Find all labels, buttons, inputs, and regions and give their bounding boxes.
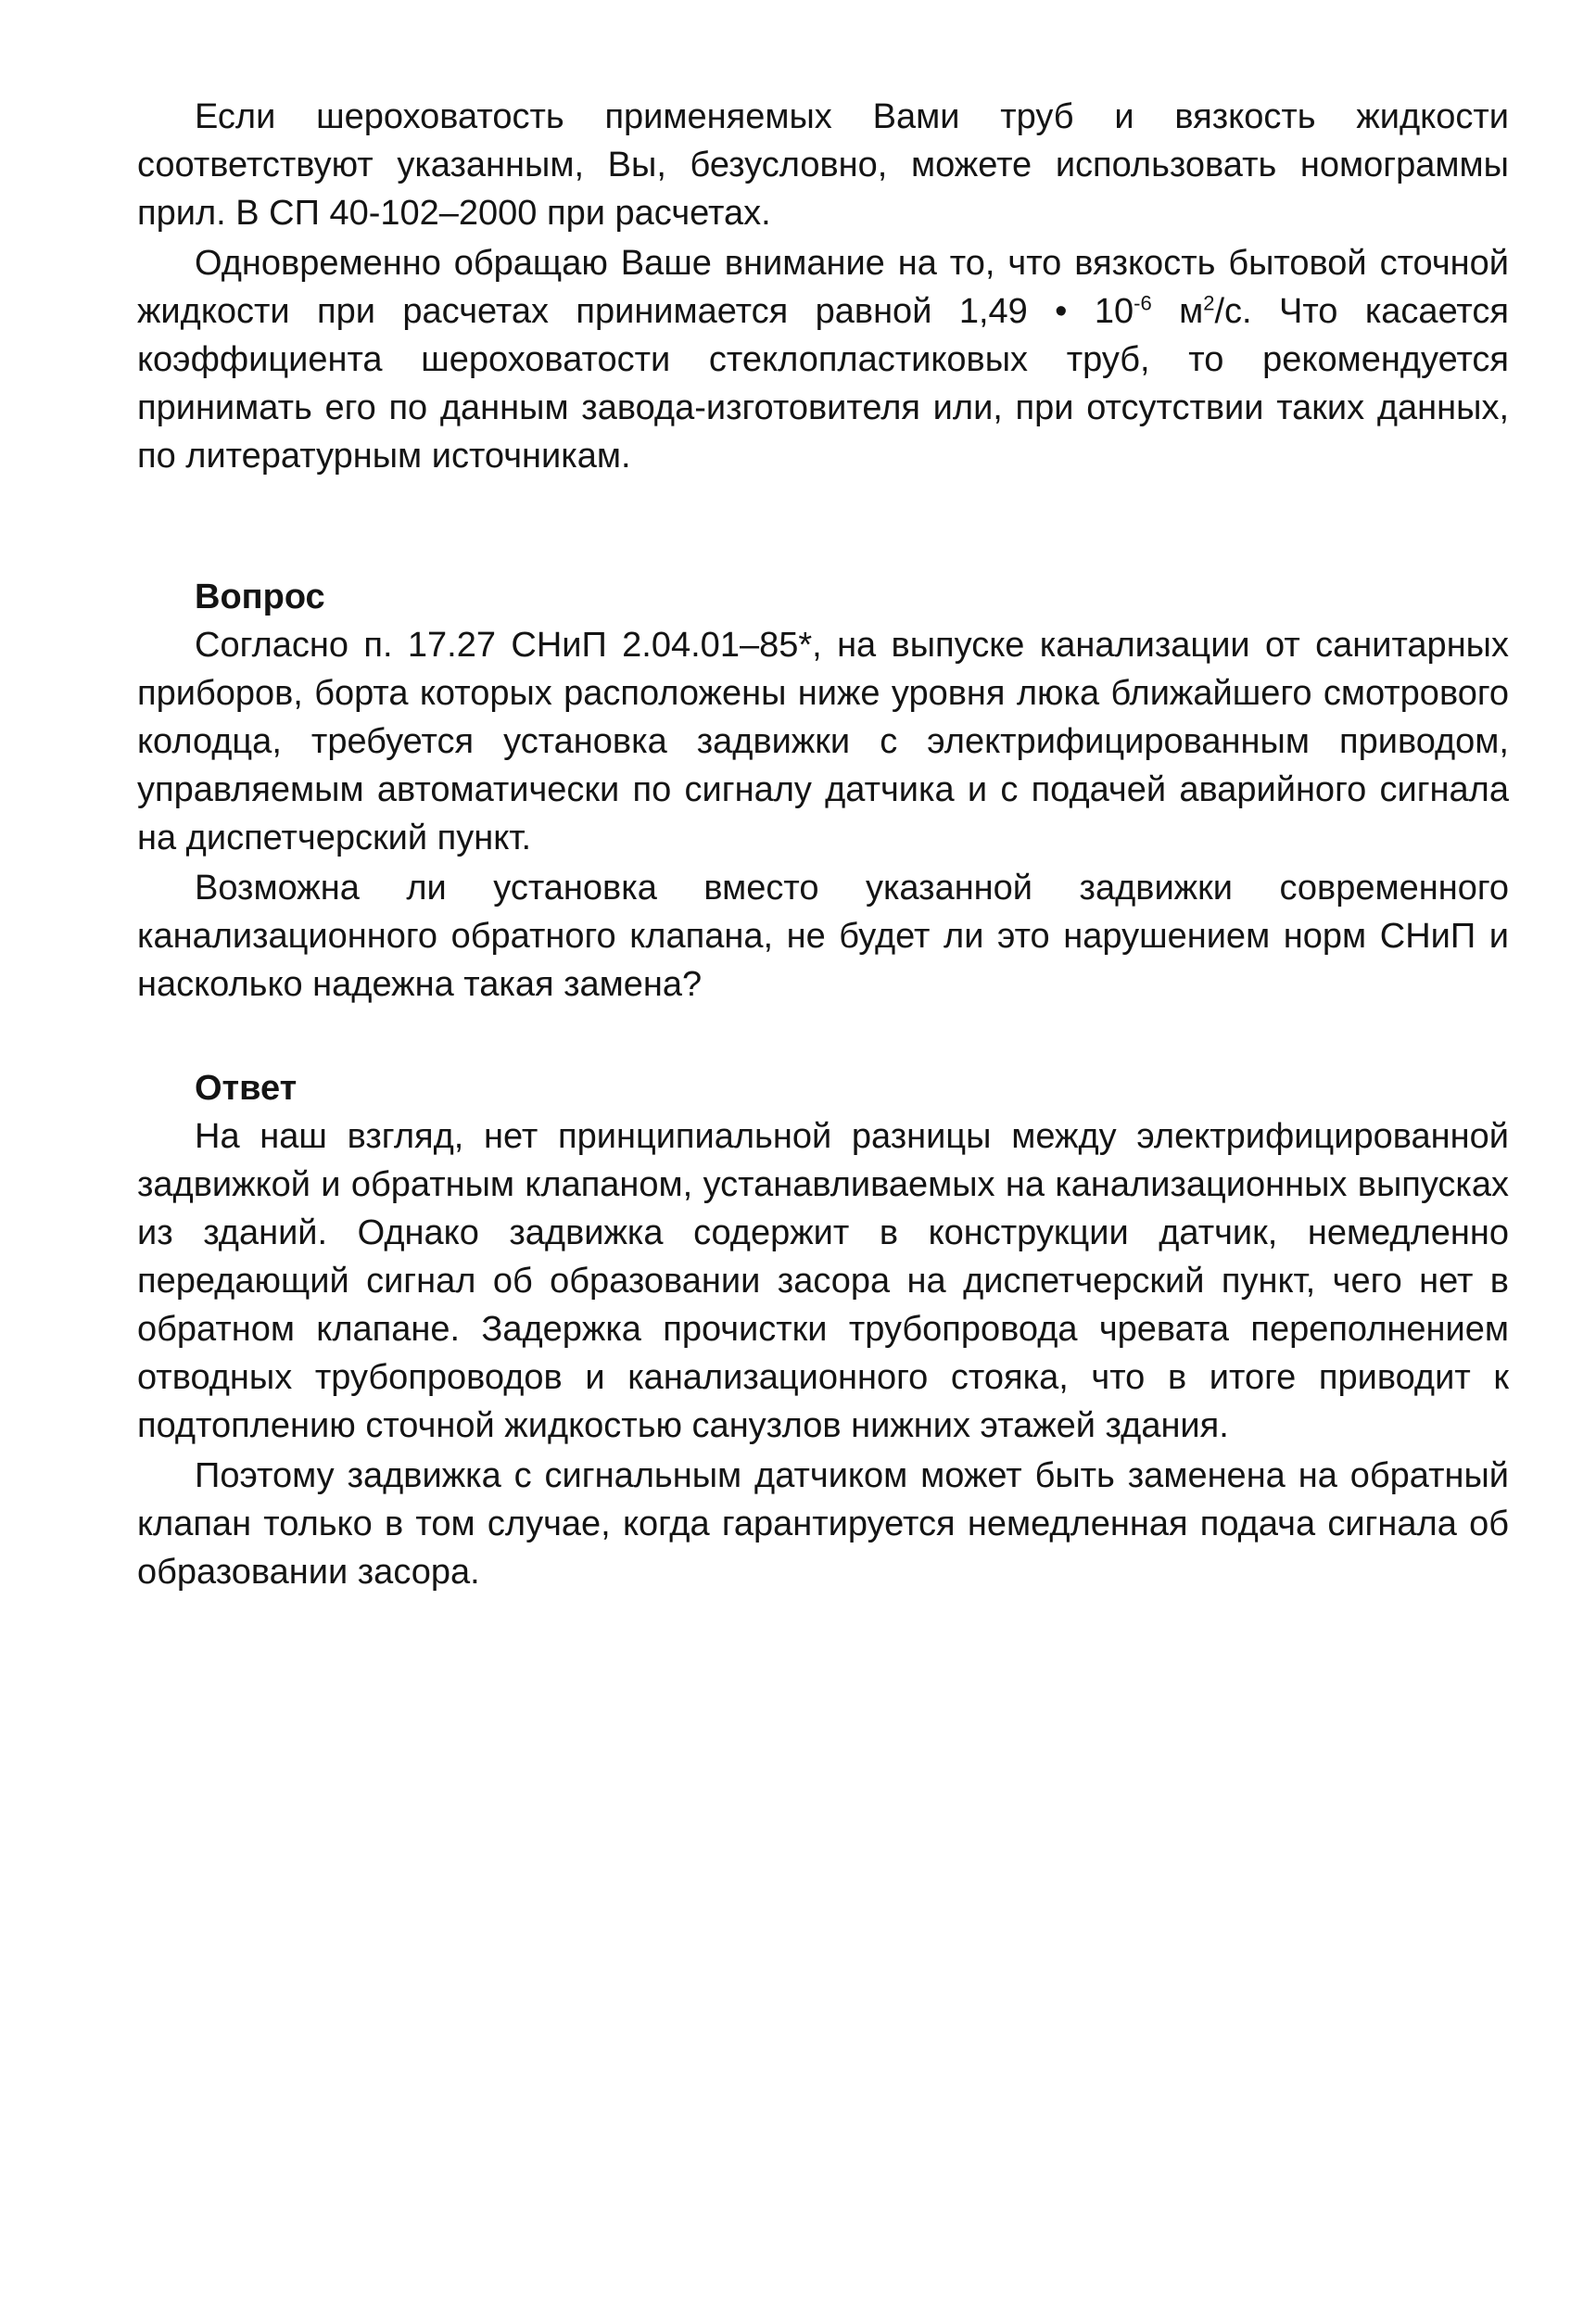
intro-section — [137, 93, 1509, 480]
answer-paragraph: На наш взгляд, нет принципиальной разницы между электрифицированной задвижкой и обратным клапаном, устанавливаемых на канализационных выпусках из зданий. Однако задвижка содержит в конструкции датчик, немедленно передающий сигнал об образовании засора на диспетчерский пункт, чего нет в обратном клапане. Задержка прочистки трубопровода чревата переполнением отводных трубопроводов и канализационного стояка, что в итоге приводит к подтоплению сточной жидкостью санузлов нижних этажей здания. — [137, 1117, 1509, 1445]
answer-heading: Ответ — [195, 1069, 298, 1108]
intro-paragraph-viscosity — [137, 239, 1509, 480]
question-section — [137, 573, 1509, 1009]
question-heading: Вопрос — [195, 578, 325, 616]
viscosity-exponent: -6 — [1134, 291, 1152, 315]
intro-paragraph: Если шероховатость применяемых Вами труб и вязкость жидкости соответствуют указанным, Вы, безусловно, можете использовать номограммы прил. В СП 40-102–2000 при расчетах. — [137, 97, 1509, 233]
viscosity-text: Одновременно обращаю Ваше внимание на то, что вязкость бытовой сточной жидкости при расчетах принимается равной 1,49 • 10 — [137, 244, 1509, 331]
question-paragraph: Согласно п. 17.27 СНиП 2.04.01–85*, на выпуске канализации от санитарных приборов, борта которых расположены ниже уровня люка ближайшего смотрового колодца, требуется установка задвижки с электрифицированным приводом, управляемым автоматически по сигналу датчика и с подачей аварийного сигнала на диспетчерский пункт. — [137, 626, 1509, 857]
viscosity-unit: м — [1151, 292, 1204, 331]
document-page — [137, 93, 1509, 1596]
unit-tail: /с. — [1214, 292, 1279, 331]
answer-section — [137, 1064, 1509, 1596]
answer-paragraph: Поэтому задвижка с сигнальным датчиком может быть заменена на обратный клапан только в том случае, когда гарантируется немедленная подача сигнала об образовании засора. — [137, 1456, 1509, 1592]
roughness-text: Что касается коэффициента шероховатости стеклопластиковых труб, то рекомендуется принимать его по данным завода-изготовителя или, при отсутствии таких данных, по литературным источникам. — [137, 292, 1509, 476]
question-paragraph: Возможна ли установка вместо указанной задвижки современного канализационного обратного клапана, не будет ли это нарушением норм СНиП и насколько надежна такая замена? — [137, 869, 1509, 1004]
unit-exponent: 2 — [1203, 291, 1215, 315]
